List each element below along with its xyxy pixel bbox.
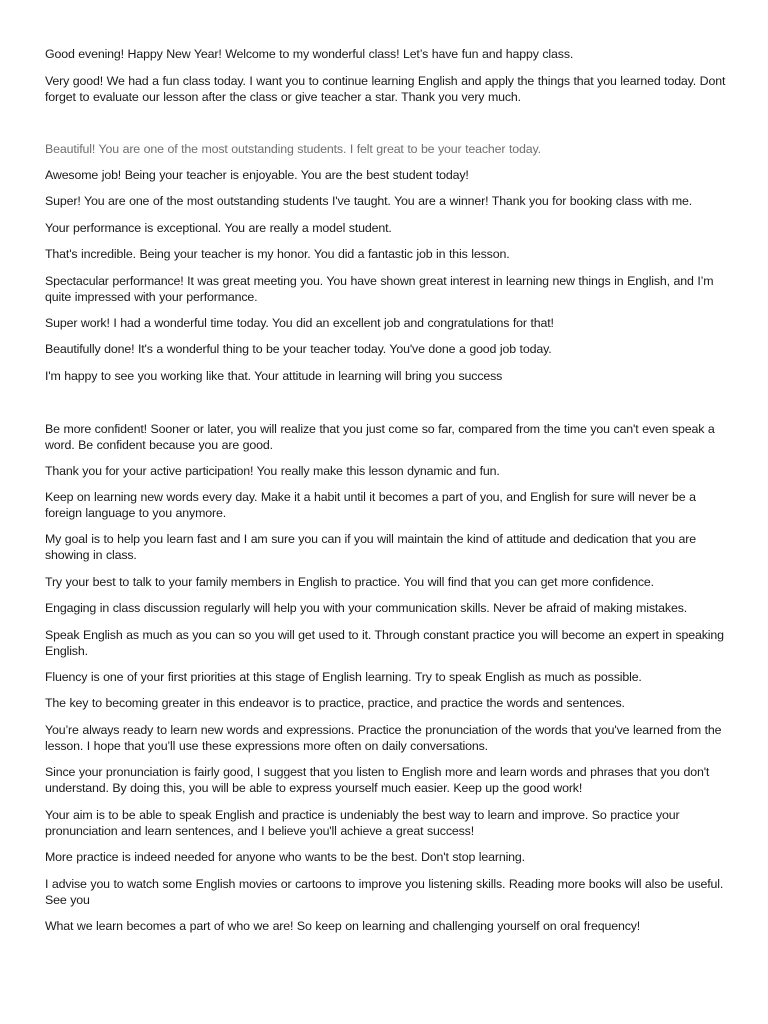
paragraph-praise: Your performance is exceptional. You are really a model student. — [45, 221, 392, 235]
paragraph-advice: Keep on learning new words every day. Make it a habit until it becomes a part of you, and English for sure will never be a foreign language to you anymore. — [45, 490, 696, 520]
paragraph-praise: I'm happy to see you working like that. Your attitude in learning will bring you success — [45, 369, 503, 383]
paragraph-advice: Fluency is one of your first priorities at this stage of English learning. Try to speak English as much as possible. — [45, 670, 642, 684]
paragraph-closing: Very good! We had a fun class today. I want you to continue learning English and apply the things that you learned today. Dont forget to evaluate our lesson after the class or give teacher a star. Thank you very much. — [45, 74, 726, 104]
paragraph-advice: I advise you to watch some English movies or cartoons to improve you listening skills. Reading more books will also be useful. See you — [45, 877, 724, 907]
paragraph-advice: Since your pronunciation is fairly good, I suggest that you listen to English more and learn words and phrases that you don't understand. By doing this, you will be able to express yourself much easier. Keep up the good work! — [45, 765, 710, 795]
paragraph-advice: Speak English as much as you can so you will get used to it. Through constant practice you will become an expert in speaking English. — [45, 628, 724, 658]
paragraph-advice: Thank you for your active participation! You really make this lesson dynamic and fun. — [45, 464, 500, 478]
paragraph-advice: Try your best to talk to your family members in English to practice. You will find that you can get more confidence. — [45, 575, 654, 589]
paragraph-advice: You’re always ready to learn new words and expressions. Practice the pronunciation of the words that you've learned from the lesson. I hope that you’ll use these expressions more often on daily conversations. — [45, 723, 722, 753]
paragraph-advice: The key to becoming greater in this endeavor is to practice, practice, and practice the words and sentences. — [45, 696, 625, 710]
paragraph-praise: Beautiful! You are one of the most outstanding students. I felt great to be your teacher today. — [45, 142, 541, 156]
paragraph-advice: Your aim is to be able to speak English and practice is undeniably the best way to learn and improve. So practice your pronunciation and learn sentences, and I believe you'll achieve a great success! — [45, 808, 680, 838]
paragraph-advice: My goal is to help you learn fast and I am sure you can if you will maintain the kind of attitude and dedication that you are showing in class. — [45, 532, 696, 562]
paragraph-praise: Beautifully done! It's a wonderful thing to be your teacher today. You've done a good job today. — [45, 342, 552, 356]
paragraph-advice: More practice is indeed needed for anyone who wants to be the best. Don't stop learning. — [45, 850, 525, 864]
paragraph-praise: Spectacular performance! It was great meeting you. You have shown great interest in learning new things in English, and I’m quite impressed with your performance. — [45, 274, 714, 304]
paragraph-advice: What we learn becomes a part of who we are! So keep on learning and challenging yourself on oral frequency! — [45, 919, 641, 933]
paragraph-greeting: Good evening! Happy New Year! Welcome to my wonderful class! Let’s have fun and happy class. — [45, 47, 574, 61]
paragraph-advice: Be more confident! Sooner or later, you will realize that you just come so far, compared from the time you can't even speak a word. Be confident because you are good. — [45, 422, 715, 452]
paragraph-praise: Super! You are one of the most outstanding students I've taught. You are a winner! Thank you for booking class with me. — [45, 194, 693, 208]
paragraph-praise: That's incredible. Being your teacher is my honor. You did a fantastic job in this lesson. — [45, 247, 510, 261]
paragraph-praise: Awesome job! Being your teacher is enjoyable. You are the best student today! — [45, 168, 469, 182]
paragraph-praise: Super work! I had a wonderful time today. You did an excellent job and congratulations for that! — [45, 316, 554, 330]
paragraph-advice: Engaging in class discussion regularly will help you with your communication skills. Never be afraid of making mistakes. — [45, 601, 688, 615]
